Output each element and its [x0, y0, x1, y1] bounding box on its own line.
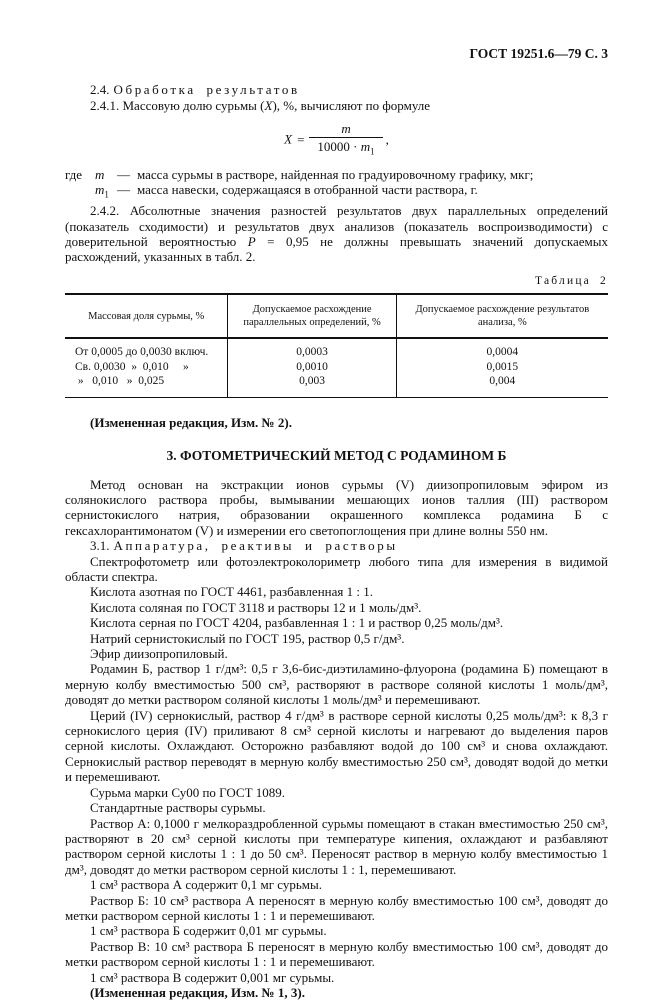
section-3-1-title: Аппаратура, реактивы и растворы — [113, 538, 398, 554]
paragraph-solution-a-content: 1 см³ раствора А содержит 0,1 мг сурьмы. — [90, 877, 323, 893]
formula-denominator-subscript: 1 — [370, 146, 375, 157]
paragraph-solution-v: Раствор В: 10 см³ раствора Б переносят в мерную колбу вместимостью 100 см³, доводят до метки раствором серной кислоты 1 : 1 и перемешивают. — [65, 938, 608, 970]
table-cell-range: Св. 0,0030 » 0,010 » — [75, 360, 189, 373]
page-header: ГОСТ 19251.6—79 С. 3 — [469, 46, 608, 61]
table-2-header-parallel-discrepancy: Допускаемое расхождение параллельных определений, % — [228, 294, 396, 338]
where-variable-m1-subscript: 1 — [104, 189, 109, 200]
section-2-4-heading — [65, 82, 608, 97]
variable-x: X — [264, 97, 273, 113]
formula-comma: , — [385, 131, 389, 147]
section-3-intro: Метод основан на экстракции ионов сурьмы (V) диизопропиловым эфиром из солянокислого раствора пробы, вымывании мешающих ионов таллия (III) раствором сернистокислого натрия, образовании окрашенного комплекса родамина Б с гексахлорантимонатом (V) и измерении его светопоглощения при длине волны 550 нм. — [65, 476, 608, 538]
formula-lhs: X — [284, 131, 293, 147]
where-intro: где — [65, 166, 83, 182]
paragraph-cerium: Церий (IV) сернокислый, раствор 4 г/дм³ в растворе серной кислоты 0,25 моль/дм³: к 8,3 г сернокислого церия (IV) приливают 8 см³ серной кислоты и нагревают до выделения паров серной кислоты. Охлаждают. Осторожно разбавляют водой до 100 см³ и снова охлаждают. Сернокислый раствор переводят в мерную колбу вместимостью 250 см³, доводят водой до метки и перемешивают. — [65, 707, 608, 785]
paragraph-2-4-1 — [65, 98, 608, 113]
paragraph-2-4-1-text-a: 2.4.1. Массовую долю сурьмы ( — [90, 97, 265, 113]
paragraph-antimony-grade: Сурьма марки Су00 по ГОСТ 1089. — [90, 784, 286, 800]
paragraph-rhodamine: Родамин Б, раствор 1 г/дм³: 0,5 г 3,6-бис-диэтиламино-флуорона (родамина Б) помещают в мерную колбу вместимостью 500 см³, растворяют в растворе соляной кислоты 1 моль/дм³, доводят до метки раствором соляной кислоты 1 моль/дм³ и перемешивают. — [65, 661, 608, 708]
formula — [65, 121, 608, 160]
paragraph-2-4-2-text-b: = 0,95 не должны превышать значений допускаемых расхождений, указанных в табл. 2. — [65, 234, 608, 265]
section-3-1-heading — [65, 538, 608, 553]
paragraph-solution-a: Раствор А: 0,1000 г мелкораздробленной сурьмы помещают в стакан вместимостью 250 см³, растворяют в 20 см³ серной кислоты при температуре кипения, охлаждают и разбавляют раствором серной кислоты 1 : 1 до 50 см³. Переносят раствор в мерную колбу вместимостью 1 дм³, доводят до метки раствором серной кислоты 1 : 1, перемешивают. — [65, 815, 608, 877]
table-cell-analysis: 0,004 — [396, 374, 608, 397]
formula-denominator — [309, 138, 382, 160]
where-definition-m1: масса навески, содержащаяся в отобранной части раствора, г. — [137, 182, 478, 198]
formula-fraction — [309, 121, 382, 160]
table-2 — [65, 293, 608, 398]
section-3-title: 3. ФОТОМЕТРИЧЕСКИЙ МЕТОД С РОДАМИНОМ Б — [166, 448, 507, 464]
where-dash-2: — — [117, 182, 130, 198]
where-dash-1: — — [117, 166, 130, 182]
paragraph-sulfuric-acid: Кислота серная по ГОСТ 4204, разбавленная 1 : 1 и раствор 0,25 моль/дм³. — [90, 615, 504, 631]
table-row — [65, 374, 608, 397]
paragraph-spectrophotometer: Спектрофотометр или фотоэлектроколориметр любого типа для измерения в видимой области спектра. — [65, 553, 608, 584]
paragraph-solution-b-content: 1 см³ раствора Б содержит 0,01 мг сурьмы. — [90, 923, 327, 939]
paragraph-2-4-1-text-b: ), %, вычисляют по формуле — [272, 97, 431, 113]
paragraph-solution-v-content: 1 см³ раствора В содержит 0,001 мг сурьмы. — [90, 969, 335, 985]
section-3-1-number: 3.1. — [90, 538, 110, 554]
paragraph-2-4-2-text-a: 2.4.2. Абсолютные значения разностей результатов двух параллельных определений (показатель сходимости) и результатов двух анализов (показатель воспроизводимости) с доверительной вероятностью — [65, 203, 608, 250]
paragraph-standard-solutions: Стандартные растворы сурьмы. — [90, 800, 266, 816]
where-spacer — [65, 182, 95, 203]
table-cell-analysis: 0,0015 — [396, 360, 608, 375]
table-2-caption: Таблица 2 — [535, 274, 608, 287]
table-cell-parallel: 0,0003 — [228, 338, 396, 360]
where-definition-m: масса сурьмы в растворе, найденная по градуировочному графику, мкг; — [137, 166, 534, 182]
table-2-header-mass-fraction: Массовая доля сурьмы, % — [65, 294, 228, 338]
table-2-header-analysis-discrepancy: Допускаемое расхождение результатов анализа, % — [396, 294, 608, 338]
formula-legend — [65, 167, 608, 203]
formula-denominator-coefficient: 10000 · — [317, 139, 358, 155]
table-cell-analysis: 0,0004 — [396, 338, 608, 360]
section-2-4-number: 2.4. — [90, 82, 110, 98]
table-row — [65, 338, 608, 360]
section-2-4-title: Обработка результатов — [113, 82, 300, 98]
table-cell-range: » 0,010 » 0,025 — [75, 375, 165, 388]
where-variable-m1 — [95, 182, 117, 203]
amendment-note-section-2: (Измененная редакция, Изм. № 2). — [90, 414, 292, 430]
where-variable-m: m — [95, 166, 105, 182]
table-2-header-row — [65, 294, 608, 338]
variable-p: P — [247, 234, 256, 250]
paragraph-2-4-2 — [65, 203, 608, 265]
paragraph-ether: Эфир диизопропиловый. — [90, 646, 228, 662]
table-row — [65, 360, 608, 375]
paragraph-solution-b: Раствор Б: 10 см³ раствора А переносят в мерную колбу вместимостью 100 см³, доводят до метки раствором серной кислоты 1 : 1 и перемешивают. — [65, 892, 608, 923]
formula-equals-sign: = — [297, 131, 305, 147]
table-cell-parallel: 0,0010 — [228, 360, 396, 375]
where-variable-m1-letter: m — [95, 182, 105, 198]
paragraph-hydrochloric-acid: Кислота соляная по ГОСТ 3118 и растворы 12 и 1 моль/дм³. — [90, 599, 422, 615]
paragraph-sodium-sulfite: Натрий сернистокислый по ГОСТ 195, раствор 0,5 г/дм³. — [90, 630, 405, 646]
formula-numerator: m — [309, 121, 382, 138]
paragraph-nitric-acid: Кислота азотная по ГОСТ 4461, разбавленная 1 : 1. — [90, 584, 373, 600]
amendment-note-section-3: (Измененная редакция, Изм. № 1, 3). — [90, 984, 305, 1000]
formula-denominator-variable: m — [360, 139, 371, 155]
table-cell-range: От 0,0005 до 0,0030 включ. — [75, 346, 209, 359]
table-cell-parallel: 0,003 — [228, 374, 396, 397]
